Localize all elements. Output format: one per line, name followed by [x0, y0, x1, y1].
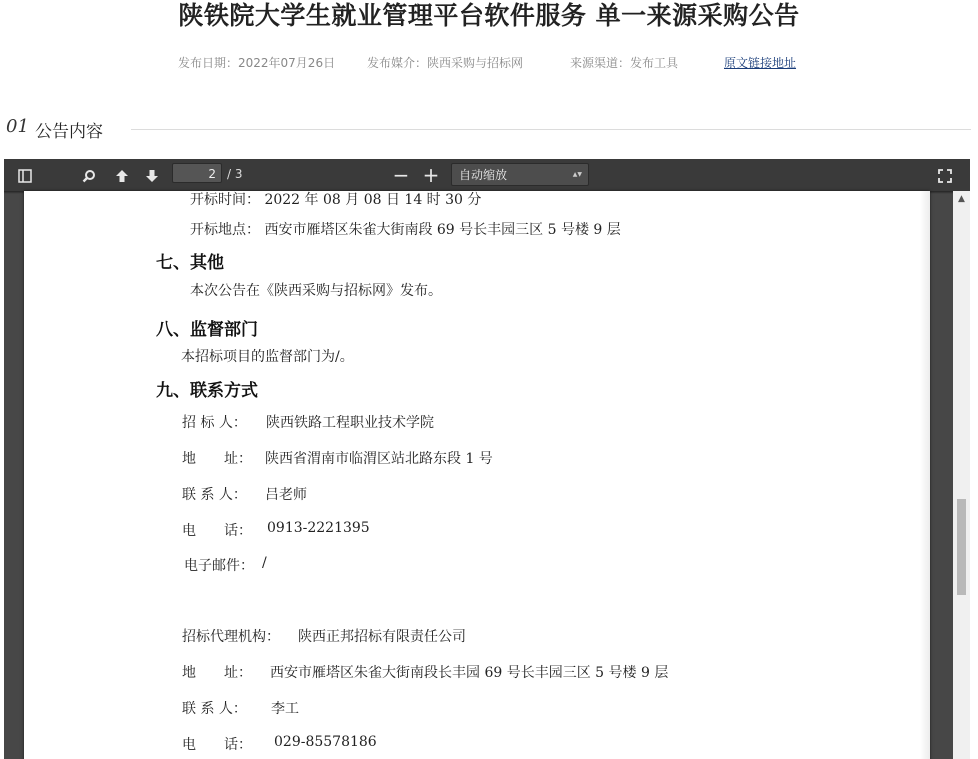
purchaser-value: 陕西铁路工程职业技术学院: [266, 415, 434, 431]
zoom-value: 自动缩放: [459, 168, 508, 182]
purchaser-contact-label: 联 系 人：: [182, 487, 247, 503]
agency-phone-value: 029-85578186: [274, 734, 377, 750]
purchaser-label: 招 标 人：: [182, 415, 247, 431]
chevron-updown-icon: ▲▼: [572, 171, 582, 178]
search-icon[interactable]: [78, 159, 100, 191]
page-edge-shadow: [920, 191, 930, 759]
open-time: 开标时间： 2022 年 08 月 08 日 14 时 30 分: [190, 192, 482, 208]
previous-page-icon[interactable]: [111, 159, 133, 191]
publish-date: 发布日期：2022年07月26日: [178, 56, 336, 70]
agency-contact-label: 联 系 人：: [182, 701, 247, 717]
scroll-thumb[interactable]: [957, 499, 966, 595]
original-link[interactable]: 原文链接地址: [724, 56, 797, 70]
agency-value: 陕西正邦招标有限责任公司: [298, 629, 466, 645]
section-number: 01: [6, 116, 29, 137]
page-title: 陕铁院大学生就业管理平台软件服务 单一来源采购公告: [178, 1, 800, 30]
agency-address-label: 地 址：: [182, 665, 252, 681]
section-divider: [131, 129, 971, 130]
zoom-select[interactable]: [451, 163, 589, 186]
open-location: 开标地点： 西安市雁塔区朱雀大街南段 69 号长丰园三区 5 号楼 9 层: [190, 222, 621, 238]
agency-label: 招标代理机构：: [182, 629, 280, 645]
purchaser-contact-value: 吕老师: [265, 487, 307, 503]
page-total: / 3: [227, 167, 243, 181]
section7-text: 本次公告在《陕西采购与招标网》发布。: [190, 283, 442, 299]
page-number-input[interactable]: 2: [172, 163, 222, 183]
zoom-in-icon[interactable]: +: [422, 163, 440, 187]
section-label: 公告内容: [35, 122, 103, 142]
section9-heading: 九、联系方式: [156, 381, 258, 401]
source-channel: 来源渠道：发布工具: [570, 56, 679, 70]
zoom-out-icon[interactable]: −: [392, 163, 410, 187]
agency-address-value: 西安市雁塔区朱雀大街南段长丰园 69 号长丰园三区 5 号楼 9 层: [270, 665, 669, 681]
purchaser-email-label: 电子邮件：: [184, 558, 254, 574]
scroll-up-arrow-icon[interactable]: ▲: [958, 194, 965, 204]
purchaser-email-value: /: [262, 555, 267, 571]
pdf-toolbar: [4, 159, 970, 192]
section8-text: 本招标项目的监督部门为/。: [181, 349, 354, 365]
agency-phone-label: 电 话：: [182, 737, 252, 753]
sidebar-toggle-icon[interactable]: [14, 159, 36, 191]
publish-media: 发布媒介：陕西采购与招标网: [367, 56, 524, 70]
fullscreen-icon[interactable]: [934, 159, 956, 191]
pdf-viewer: [4, 159, 970, 759]
purchaser-phone-value: 0913-2221395: [267, 520, 370, 536]
vertical-scrollbar[interactable]: [953, 191, 970, 759]
section7-heading: 七、其他: [156, 253, 224, 273]
section8-heading: 八、监督部门: [156, 320, 258, 340]
agency-contact-value: 李工: [271, 701, 299, 717]
next-page-icon[interactable]: [141, 159, 163, 191]
purchaser-address-label: 地 址：: [182, 451, 252, 467]
purchaser-address-value: 陕西省渭南市临渭区站北路东段 1 号: [265, 451, 493, 467]
purchaser-phone-label: 电 话：: [182, 523, 252, 539]
pdf-page: [24, 191, 930, 759]
